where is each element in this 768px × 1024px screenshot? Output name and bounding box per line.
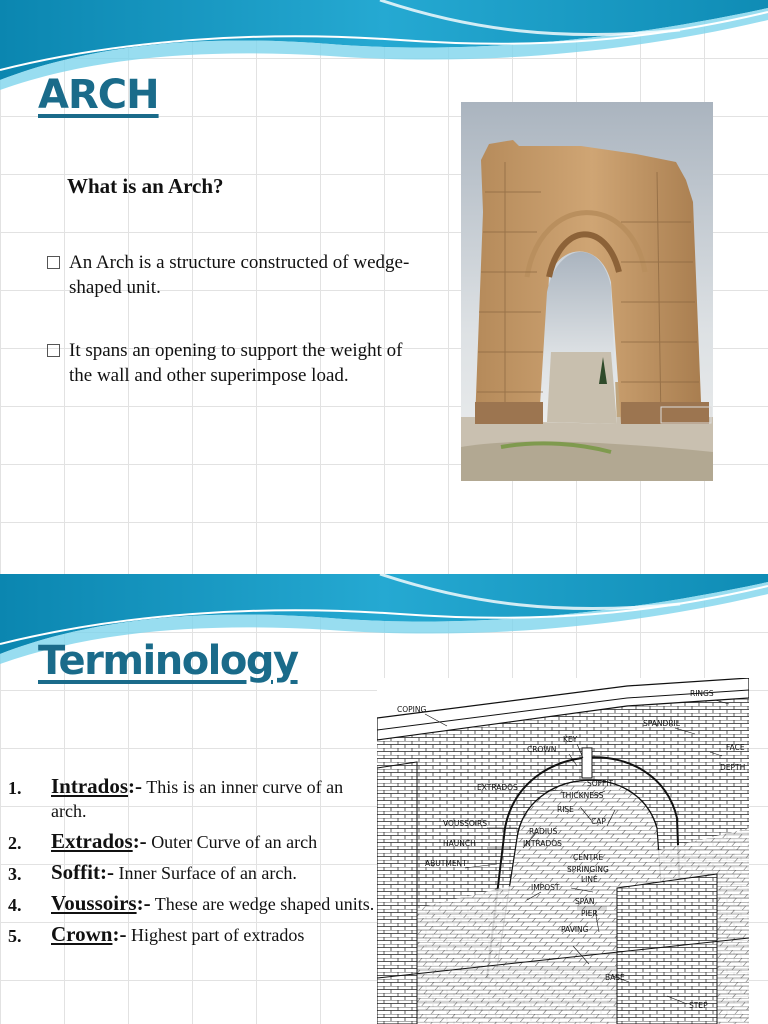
label-rings: RINGS xyxy=(690,689,714,698)
label-key: KEY xyxy=(563,735,578,744)
bullet-box-icon xyxy=(47,344,60,357)
bullet-item xyxy=(47,250,427,300)
list-item xyxy=(8,774,378,823)
label-base: BASE xyxy=(605,973,625,982)
slide-title: Terminology xyxy=(38,638,298,684)
slide-title: ARCH xyxy=(38,72,159,118)
term-description: These are wedge shaped units. xyxy=(154,894,375,914)
label-springing: SPRINGING xyxy=(567,865,609,874)
label-line: LINE xyxy=(581,875,598,884)
label-voussoirs: VOUSSOIRS xyxy=(443,819,488,828)
label-paving: PAVING xyxy=(561,925,589,934)
label-soffit: SOFFIT xyxy=(587,779,614,788)
label-span: SPAN xyxy=(575,897,595,906)
term-name: Extrados xyxy=(51,829,133,853)
bullet-text: An Arch is a structure constructed of wedge-shaped unit. xyxy=(69,252,410,298)
label-thickness: THICKNESS xyxy=(561,791,604,800)
label-centre: CENTRE xyxy=(573,853,604,862)
arch-photo xyxy=(461,102,713,481)
label-depth: DEPTH xyxy=(720,763,746,772)
item-number: 4. xyxy=(8,895,22,915)
item-number: 1. xyxy=(8,778,22,798)
label-face: FACE xyxy=(726,743,745,752)
label-spandril: SPANDRIL xyxy=(643,719,680,728)
term-separator: :- xyxy=(112,922,127,946)
label-rise: RISE xyxy=(557,805,574,814)
list-item xyxy=(8,891,378,916)
term-description: Inner Surface of an arch. xyxy=(118,863,297,883)
item-number: 2. xyxy=(8,833,22,853)
term-description: This is an inner curve of an arch. xyxy=(51,777,344,821)
item-number: 5. xyxy=(8,926,22,946)
term-name: Voussoirs xyxy=(51,891,137,915)
slide-terminology xyxy=(0,574,768,1024)
label-crown: CROWN xyxy=(527,745,557,754)
label-abutment: ABUTMENT xyxy=(425,859,467,868)
term-separator: :- xyxy=(132,829,147,853)
bullet-text: It spans an opening to support the weight of the wall and other superimpose load. xyxy=(69,340,403,386)
label-haunch: HAUNCH xyxy=(443,839,476,848)
list-item xyxy=(8,860,378,885)
term-separator: :- xyxy=(136,891,151,915)
question-heading: What is an Arch? xyxy=(67,174,224,198)
term-separator: :- xyxy=(100,860,114,884)
term-description: Highest part of extrados xyxy=(130,925,305,945)
terminology-list xyxy=(8,774,378,953)
label-impost: IMPOST xyxy=(531,883,560,892)
bullet-item xyxy=(47,338,427,388)
list-item xyxy=(8,829,378,854)
label-cap: CAP xyxy=(591,817,606,826)
term-description: Outer Curve of an arch xyxy=(151,832,318,852)
label-pier: PIER xyxy=(581,909,598,918)
term-name: Soffit xyxy=(51,860,100,884)
label-radius: RADIUS xyxy=(529,827,558,836)
term-name: Crown xyxy=(51,922,113,946)
label-intrados: INTRADOS xyxy=(523,839,562,848)
label-step: STEP xyxy=(689,1001,708,1010)
item-number: 3. xyxy=(8,864,22,884)
label-coping: COPING xyxy=(397,705,427,714)
list-item xyxy=(8,922,378,947)
bullet-box-icon xyxy=(47,256,60,269)
term-separator: :- xyxy=(128,774,143,798)
term-name: Intrados xyxy=(51,774,129,798)
label-extrados: EXTRADOS xyxy=(477,783,518,792)
arch-terminology-diagram xyxy=(377,678,749,1024)
